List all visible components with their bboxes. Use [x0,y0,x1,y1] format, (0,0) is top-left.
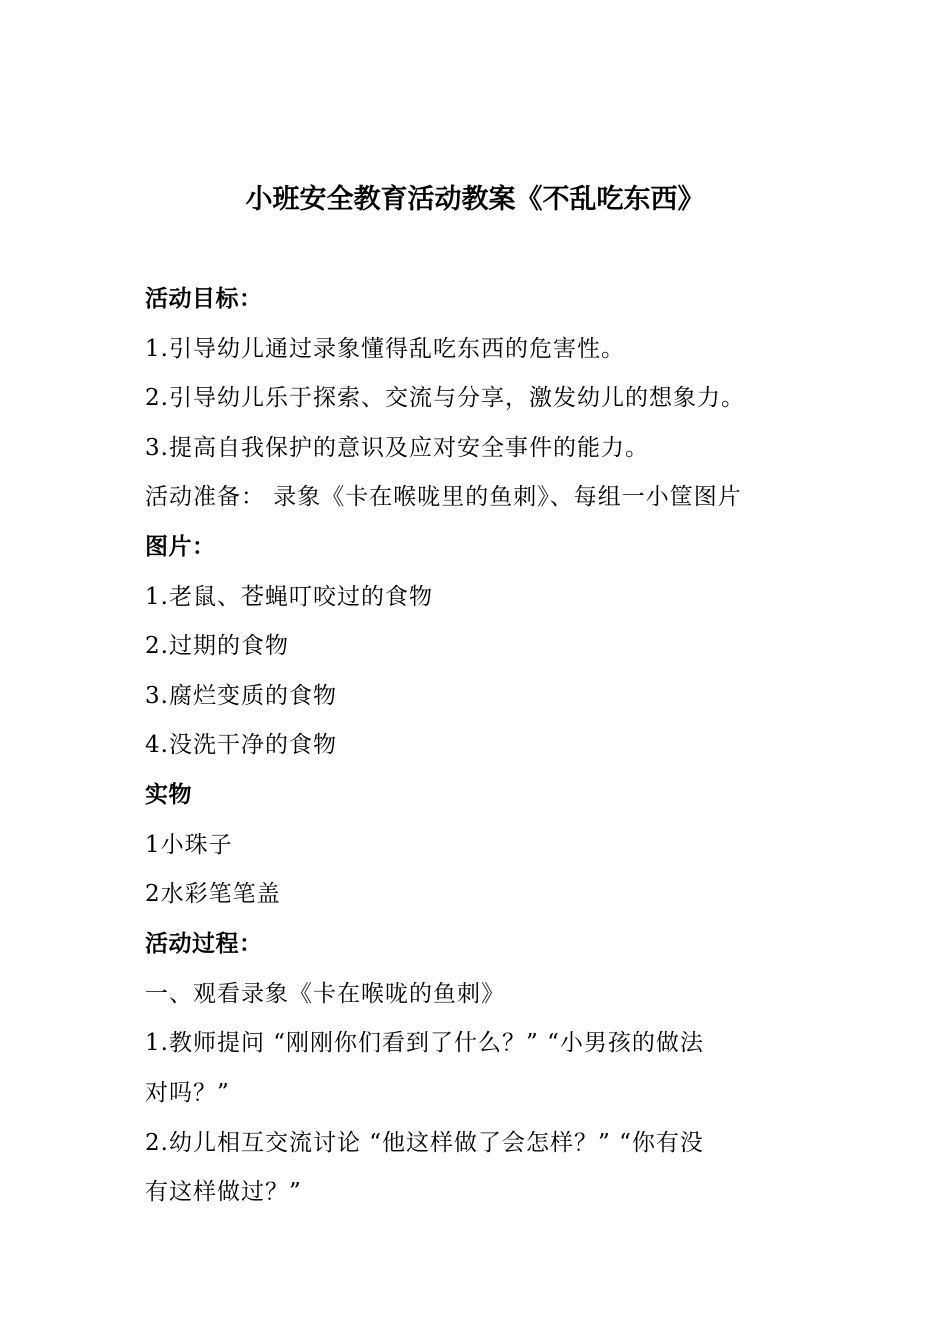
object-item-2: 2水彩笔笔盖 [145,881,281,907]
object-item-1: 1小珠子 [145,832,233,858]
picture-item-1: 1.老鼠、苍蝇叮咬过的食物 [145,584,433,610]
goal-item-3: 3.提高自我保护的意识及应对安全事件的能力。 [145,435,649,461]
picture-item-4: 4.没洗干净的食物 [145,732,337,758]
section-heading-pictures: 图片： [145,534,216,560]
section-heading-objects: 实物 [145,782,192,808]
section-heading-process: 活动过程： [145,931,263,957]
process-question-1: 1.教师提问 “刚刚你们看到了什么？” “小男孩的做法 [145,1030,704,1056]
picture-item-3: 3.腐烂变质的食物 [145,683,337,709]
process-question-2: 2.幼儿相互交流讨论 “他这样做了会怎样？” “你有没 [145,1130,704,1156]
picture-item-2: 2.过期的食物 [145,633,289,659]
process-question-2-cont: 有这样做过？” [145,1179,302,1205]
preparation-line: 活动准备： 录象《卡在喉咙里的鱼刺》、每组一小筐图片 [145,484,742,510]
process-question-1-cont: 对吗？” [145,1080,230,1106]
document-title: 小班安全教育活动教案《不乱吃东西》 [245,184,705,215]
goal-item-2: 2.引导幼儿乐于探索、交流与分享，激发幼儿的想象力。 [145,385,745,411]
section-heading-goals: 活动目标： [145,286,263,312]
process-step-1: 一、观看录象《卡在喉咙的鱼刺》 [145,981,505,1007]
goal-item-1: 1.引导幼儿通过录象懂得乱吃东西的危害性。 [145,336,625,362]
